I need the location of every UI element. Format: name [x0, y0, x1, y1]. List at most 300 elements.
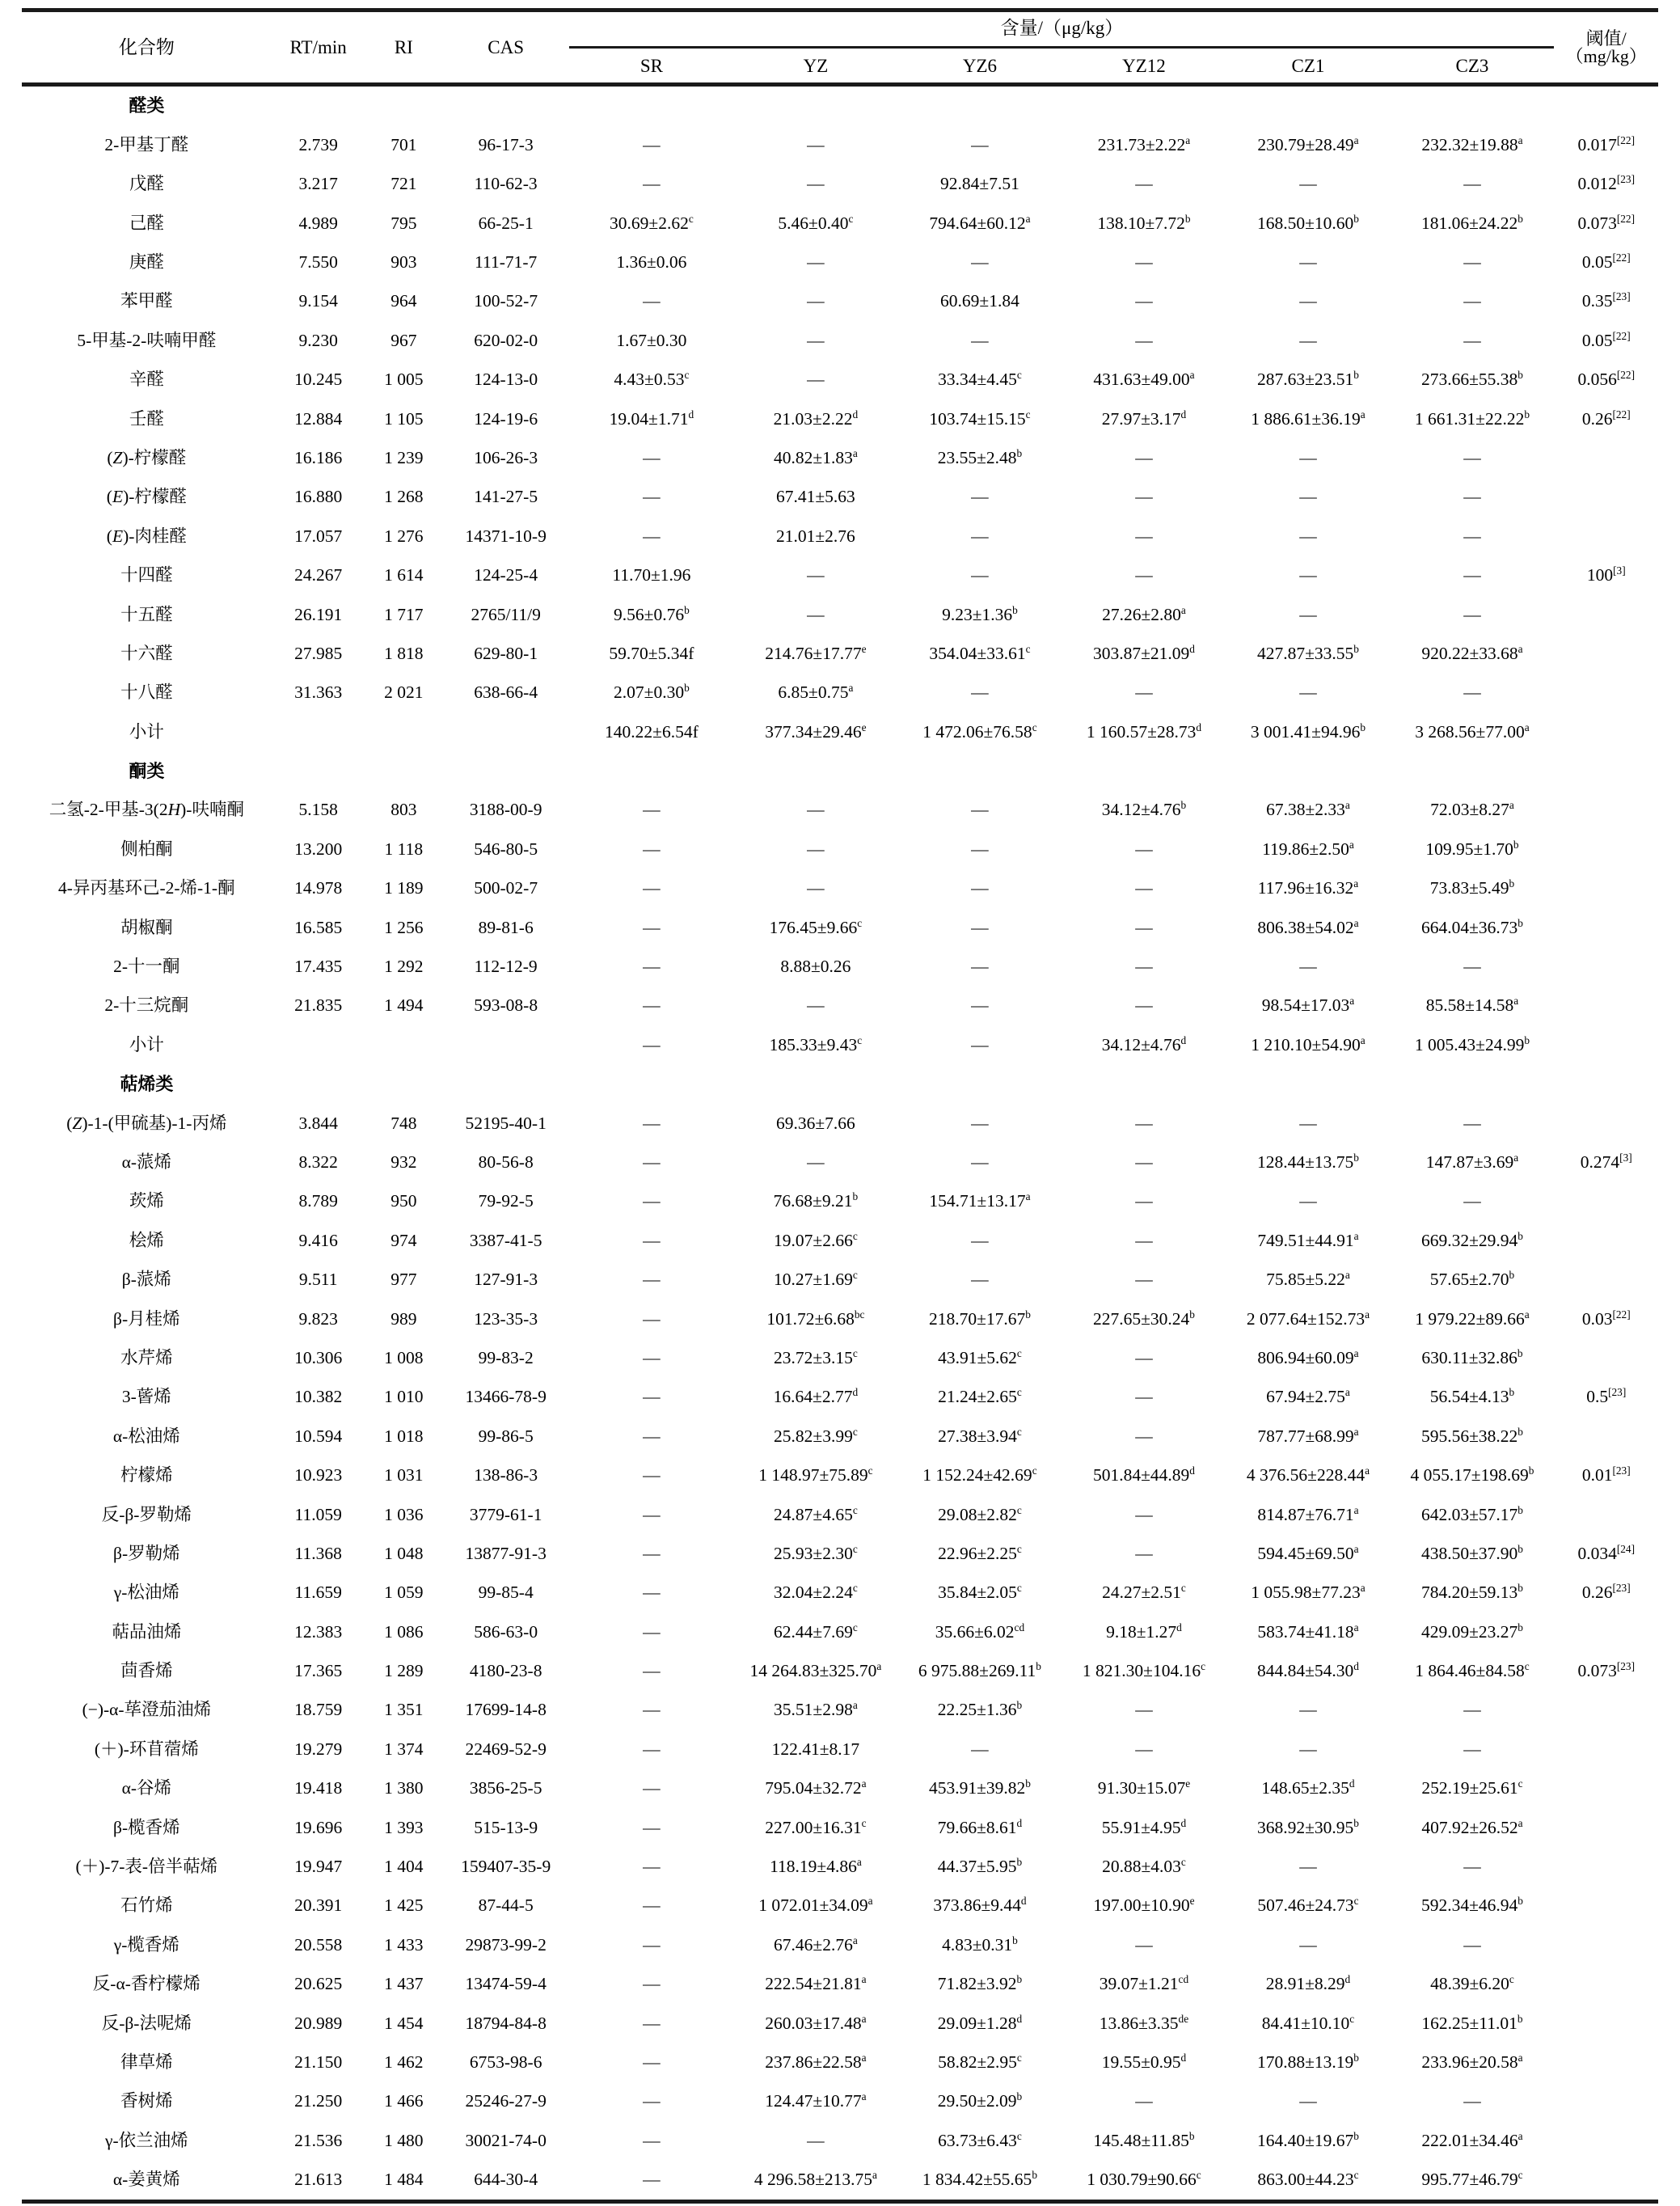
- compound-threshold: [1554, 439, 1658, 478]
- compound-cas: 123-35-3: [474, 1308, 538, 1329]
- compound-value: —: [643, 839, 661, 859]
- col-header-yz: YZ: [803, 55, 829, 76]
- compound-value: —: [807, 330, 825, 350]
- table-row: [22, 1730, 1658, 1769]
- compound-ri: 932: [390, 1152, 417, 1172]
- compound-value: 140.22±6.54f: [605, 721, 699, 742]
- table-row: [22, 908, 1658, 947]
- compound-ri: 1 036: [384, 1504, 424, 1524]
- compound-value: —: [643, 1230, 661, 1250]
- compound-cas: 620-02-0: [474, 330, 538, 350]
- compound-value: —: [643, 1113, 661, 1133]
- compound-threshold: [1554, 1182, 1658, 1221]
- table-row: [22, 948, 1658, 987]
- compound-value: 4 055.17±198.69$^b$: [1410, 1464, 1534, 1485]
- col-header-sr: SR: [639, 55, 663, 76]
- compound-cas: 124-13-0: [474, 370, 538, 390]
- compound-value: 431.63±49.00$^a$: [1093, 369, 1195, 390]
- group-cas: [442, 1065, 569, 1104]
- compound-value: 117.96±16.32$^a$: [1257, 877, 1359, 898]
- compound-value: —: [1299, 447, 1317, 467]
- compound-rt: [272, 1025, 365, 1064]
- compound-value: —: [1135, 1152, 1153, 1172]
- compound-value: 227.65±30.24$^b$: [1092, 1308, 1195, 1329]
- compound-threshold: 100[3]: [1586, 564, 1626, 585]
- col-header-yz12: YZ12: [1122, 55, 1166, 76]
- compound-value: —: [643, 878, 661, 898]
- compound-value: 1.36±0.06: [616, 252, 687, 272]
- compound-value: 44.37±5.95$^b$: [937, 1855, 1023, 1877]
- compound-value: —: [807, 1152, 825, 1172]
- compound-value: —: [1135, 1191, 1153, 1211]
- compound-cas: 124-19-6: [474, 408, 538, 429]
- compound-value: —: [643, 1739, 661, 1759]
- group-val: [1390, 86, 1554, 125]
- compound-ri: 964: [390, 291, 417, 311]
- compound-value: —: [1135, 447, 1153, 467]
- compound-ri: 1 105: [384, 408, 424, 429]
- compound-ri: 950: [390, 1191, 417, 1211]
- compound-value: 594.45±69.50$^a$: [1257, 1542, 1359, 1563]
- table-row: [22, 1925, 1658, 1964]
- compound-value: 128.44±13.75$^b$: [1256, 1151, 1359, 1172]
- compound-rt: 19.418: [294, 1778, 343, 1798]
- compound-rt: 16.186: [294, 447, 343, 467]
- compound-value: 33.34±4.45$^c$: [938, 369, 1022, 390]
- compound-ri: 977: [390, 1270, 417, 1290]
- compound-value: 4 296.58±213.75$^a$: [753, 2168, 877, 2190]
- compound-ri: 1 494: [384, 995, 424, 1016]
- compound-value: 85.58±14.58$^a$: [1425, 995, 1519, 1016]
- compound-rt: 10.245: [294, 370, 343, 390]
- compound-value: 429.09±23.27$^b$: [1420, 1621, 1523, 1642]
- compound-value: —: [971, 957, 989, 977]
- table-row: [22, 1848, 1658, 1887]
- table-row: [22, 634, 1658, 673]
- compound-cas: 17699-14-8: [465, 1700, 547, 1720]
- compound-rt: 12.884: [294, 408, 343, 429]
- compound-rt: 17.365: [294, 1661, 343, 1681]
- compound-name: α-松油烯: [112, 1426, 180, 1446]
- compound-value: —: [971, 252, 989, 272]
- compound-value: 34.12±4.76$^b$: [1101, 799, 1187, 820]
- compound-threshold: [1554, 1887, 1658, 1925]
- compound-rt: 17.435: [294, 957, 343, 977]
- compound-value: 214.76±17.77$^e$: [765, 642, 867, 663]
- compound-ri: 1 276: [384, 526, 424, 546]
- compound-value: 24.27±2.51$^c$: [1102, 1582, 1186, 1603]
- compound-name: 戊醛: [129, 174, 164, 194]
- compound-value: —: [1463, 252, 1481, 272]
- compound-value: —: [643, 2170, 661, 2190]
- group-label: 醛类: [129, 95, 165, 116]
- compound-value: 67.46±2.76$^a$: [774, 1933, 858, 1955]
- compound-name: 石竹烯: [120, 1895, 173, 1916]
- col-header-yz6: YZ6: [962, 55, 998, 76]
- compound-value: —: [643, 174, 661, 194]
- compound-value: 84.41±10.10$^c$: [1261, 2012, 1355, 2033]
- compound-cas: 3856-25-5: [469, 1778, 542, 1798]
- compound-value: —: [971, 487, 989, 507]
- col-header-cz3: CZ3: [1455, 55, 1489, 76]
- compound-threshold: [1554, 1417, 1658, 1456]
- compound-value: 23.55±2.48$^b$: [937, 446, 1023, 467]
- compound-value: —: [1299, 565, 1317, 585]
- compound-value: —: [1299, 330, 1317, 350]
- compound-cas: 138-86-3: [474, 1465, 538, 1485]
- compound-value: 1 661.31±22.22$^b$: [1414, 408, 1530, 429]
- compound-name: 小计: [129, 1034, 164, 1054]
- compound-value: —: [1135, 1230, 1153, 1250]
- table-body: [22, 86, 1658, 2202]
- compound-threshold: [1554, 2161, 1658, 2202]
- compound-rt: 17.057: [294, 526, 343, 546]
- compound-rt: 20.391: [294, 1895, 343, 1916]
- compound-rt: 3.844: [298, 1113, 338, 1133]
- compound-name: 律草烯: [120, 2052, 173, 2072]
- compound-ri: 903: [390, 252, 417, 272]
- compound-value: —: [643, 1700, 661, 1720]
- compound-threshold: [1554, 830, 1658, 868]
- compound-value: 185.33±9.43$^c$: [769, 1033, 863, 1054]
- col-header-compound: 化合物: [118, 37, 175, 57]
- compound-threshold: 0.5[23]: [1586, 1386, 1627, 1407]
- compound-value: —: [1135, 683, 1153, 703]
- compound-value: 32.04±2.24$^c$: [774, 1582, 858, 1603]
- compound-value: —: [1463, 604, 1481, 624]
- compound-threshold: 0.26[23]: [1581, 1582, 1631, 1603]
- compound-value: 1 055.98±77.23$^a$: [1251, 1582, 1366, 1603]
- compound-ri: 1 614: [384, 565, 424, 585]
- compound-threshold: [1554, 1221, 1658, 1260]
- table-row: [22, 1691, 1658, 1730]
- compound-value: —: [807, 174, 825, 194]
- compound-value: 29.09±1.28$^d$: [937, 2012, 1023, 2033]
- compound-ri: 701: [390, 134, 417, 154]
- compound-value: —: [807, 800, 825, 820]
- compound-ri: 1 454: [384, 2013, 424, 2033]
- compound-value: 1 072.01±34.09$^a$: [758, 1895, 873, 1916]
- compound-value: —: [1463, 291, 1481, 311]
- compound-value: 35.51±2.98$^a$: [774, 1699, 858, 1720]
- compound-value: —: [1463, 565, 1481, 585]
- compound-rt: 31.363: [294, 683, 343, 703]
- compound-value: 27.26±2.80$^a$: [1102, 603, 1186, 624]
- compound-rt: 10.306: [294, 1347, 343, 1367]
- compound-name: α-蒎烯: [121, 1152, 172, 1172]
- compound-name: 水芹烯: [120, 1347, 173, 1367]
- compound-value: —: [1135, 1270, 1153, 1290]
- compound-ri: 1 008: [384, 1347, 424, 1367]
- compound-ri: 1 484: [384, 2170, 424, 2190]
- compound-name: 反-β-罗勒烯: [101, 1504, 192, 1524]
- compound-cas: 96-17-3: [478, 134, 534, 154]
- compound-value: —: [807, 565, 825, 585]
- compound-value: —: [971, 683, 989, 703]
- compound-value: —: [971, 839, 989, 859]
- compound-value: 669.32±29.94$^b$: [1420, 1229, 1523, 1250]
- compound-value: —: [971, 330, 989, 350]
- compound-cas: 13877-91-3: [465, 1543, 547, 1563]
- compound-value: —: [1299, 487, 1317, 507]
- compound-value: —: [1299, 1191, 1317, 1211]
- compound-threshold: [1554, 1025, 1658, 1064]
- compound-cas: 87-44-5: [478, 1895, 534, 1916]
- compound-ri: 1 351: [384, 1700, 424, 1720]
- group-val: [1062, 1065, 1226, 1104]
- compound-value: —: [643, 134, 661, 154]
- compound-threshold: [1554, 1104, 1658, 1143]
- col-header-cz1: CZ1: [1291, 55, 1325, 76]
- compound-cas: 111-71-7: [475, 252, 538, 272]
- group-val: [1062, 86, 1226, 125]
- compound-rt: 18.759: [294, 1700, 343, 1720]
- compound-name: α-姜黄烯: [112, 2170, 180, 2190]
- compound-rt: 20.558: [294, 1934, 343, 1955]
- table-row: [22, 2043, 1658, 2082]
- compound-rt: 16.585: [294, 917, 343, 937]
- compound-rt: 20.625: [294, 1974, 343, 1994]
- table-row: [22, 1182, 1658, 1221]
- table-row: [22, 321, 1658, 360]
- compound-value: —: [1299, 1857, 1317, 1877]
- compound-value: 10.27±1.69$^c$: [774, 1269, 858, 1290]
- compound-threshold: [1554, 1495, 1658, 1534]
- compound-rt: 2.739: [298, 134, 338, 154]
- compound-rt: 26.191: [294, 604, 343, 624]
- compound-value: 231.73±2.22$^a$: [1097, 133, 1191, 154]
- compound-value: 630.11±32.86$^b$: [1421, 1346, 1523, 1367]
- compound-value: 21.24±2.65$^c$: [938, 1386, 1022, 1407]
- group-val: [1226, 86, 1390, 125]
- compound-value: —: [1299, 957, 1317, 977]
- compound-value: 377.34±29.46$^e$: [765, 721, 867, 742]
- table-row: [22, 1808, 1658, 1847]
- compound-value: —: [1299, 526, 1317, 546]
- compound-value: —: [1299, 604, 1317, 624]
- compound-value: 507.46±24.73$^c$: [1257, 1895, 1359, 1916]
- compound-cas: 79-92-5: [478, 1191, 534, 1211]
- compound-ri: 1 374: [384, 1739, 424, 1759]
- compound-value: 1 864.46±84.58$^c$: [1415, 1659, 1530, 1681]
- group-val: [569, 752, 733, 791]
- compound-value: —: [971, 1034, 989, 1054]
- compound-value: —: [1463, 1700, 1481, 1720]
- compound-value: —: [1463, 957, 1481, 977]
- compound-value: —: [643, 526, 661, 546]
- compound-value: 9.18±1.27$^d$: [1106, 1621, 1182, 1642]
- compound-value: 67.38±2.33$^a$: [1266, 799, 1350, 820]
- compound-cas: 500-02-7: [474, 878, 538, 898]
- compound-value: 79.66±8.61$^d$: [937, 1816, 1023, 1837]
- compound-value: —: [1135, 1426, 1153, 1446]
- compound-value: —: [643, 1152, 661, 1172]
- compound-threshold: 0.03[22]: [1581, 1308, 1631, 1329]
- compound-value: —: [643, 917, 661, 937]
- compound-cas: 3188-00-9: [469, 800, 542, 820]
- compound-threshold: [1554, 2004, 1658, 2043]
- compound-cas: 29873-99-2: [465, 1934, 547, 1955]
- group-val: [733, 86, 897, 125]
- compound-value: 642.03±57.17$^b$: [1420, 1503, 1523, 1524]
- compound-rt: 16.880: [294, 487, 343, 507]
- compound-value: 252.19±25.61$^c$: [1421, 1777, 1523, 1798]
- compound-cas: 80-56-8: [478, 1152, 534, 1172]
- subtotal-row: [22, 1025, 1658, 1064]
- compound-value: —: [1463, 330, 1481, 350]
- compound-value: 39.07±1.21$^{cd}$: [1099, 1973, 1189, 1994]
- table-row: [22, 1456, 1658, 1495]
- table-row: [22, 1221, 1658, 1260]
- compound-cas: 629-80-1: [474, 643, 538, 663]
- table-row: [22, 2004, 1658, 2043]
- compound-value: 91.30±15.07$^e$: [1097, 1777, 1191, 1798]
- compound-value: 1.67±0.30: [616, 330, 687, 350]
- compound-value: —: [1135, 1347, 1153, 1367]
- compound-value: —: [1463, 1113, 1481, 1133]
- compound-value: —: [1463, 1191, 1481, 1211]
- compound-value: —: [1135, 1700, 1153, 1720]
- compound-value: 14 264.83±325.70$^a$: [749, 1659, 882, 1681]
- compound-value: 4.83±0.31$^b$: [942, 1933, 1018, 1955]
- compound-value: —: [1299, 1739, 1317, 1759]
- compound-rt: 19.279: [294, 1739, 343, 1759]
- compound-value: 814.87±76.71$^a$: [1257, 1503, 1359, 1524]
- compound-value: 19.55±0.95$^d$: [1101, 2051, 1187, 2072]
- compound-value: 784.20±59.13$^b$: [1420, 1582, 1523, 1603]
- compound-value: —: [1135, 1739, 1153, 1759]
- compound-rt: 12.383: [294, 1621, 343, 1642]
- compound-value: 1 160.57±28.73$^d$: [1086, 721, 1201, 742]
- compound-rt: 4.989: [298, 213, 338, 233]
- compound-value: 124.47±10.77$^a$: [765, 2090, 867, 2111]
- compound-value: 35.66±6.02$^{cd}$: [935, 1621, 1025, 1642]
- compound-cas: 52195-40-1: [465, 1113, 547, 1133]
- compound-ri: 974: [390, 1230, 417, 1250]
- table-row: [22, 478, 1658, 517]
- compound-value: 438.50±37.90$^b$: [1420, 1542, 1523, 1563]
- table-row: [22, 165, 1658, 204]
- compound-rt: 20.989: [294, 2013, 343, 2033]
- compound-rt: 10.923: [294, 1465, 343, 1485]
- compound-value: —: [643, 1426, 661, 1446]
- compound-value: —: [643, 1308, 661, 1329]
- compound-value: —: [1463, 526, 1481, 546]
- compound-value: 164.40±19.67$^b$: [1256, 2129, 1359, 2150]
- table-row: [22, 399, 1658, 438]
- compound-name: 己醛: [129, 213, 164, 233]
- table-row: [22, 204, 1658, 243]
- compound-value: 233.96±20.58$^a$: [1421, 2051, 1523, 2072]
- table-row: [22, 439, 1658, 478]
- group-val: [569, 1065, 733, 1104]
- compound-threshold: [1554, 478, 1658, 517]
- compound-value: 273.66±55.38$^b$: [1420, 369, 1523, 390]
- compound-value: 162.25±11.01$^b$: [1421, 2012, 1523, 2033]
- compound-ri: 1 010: [384, 1387, 424, 1407]
- compound-threshold: [1554, 791, 1658, 830]
- threshold-label-line1: 阈值/: [1585, 27, 1627, 49]
- compound-value: —: [1463, 1739, 1481, 1759]
- table-row: [22, 2121, 1658, 2160]
- compound-rt: 11.059: [294, 1504, 342, 1524]
- compound-value: 9.23±1.36$^b$: [942, 603, 1018, 624]
- compound-value: 237.86±22.58$^a$: [765, 2051, 867, 2072]
- compound-name: 反-β-法呢烯: [101, 2013, 192, 2033]
- compound-value: —: [1135, 1387, 1153, 1407]
- compound-value: 1 834.42±55.65$^b$: [922, 2168, 1037, 2190]
- table-row: [22, 1574, 1658, 1612]
- compound-ri: 1 818: [384, 643, 424, 663]
- compound-value: 23.72±3.15$^c$: [774, 1346, 858, 1367]
- compound-threshold: [1554, 674, 1658, 712]
- compound-name: 十五醛: [120, 604, 173, 624]
- compound-value: 181.06±24.22$^b$: [1420, 212, 1523, 233]
- header-row-group: [22, 12, 1658, 48]
- compound-value: —: [971, 800, 989, 820]
- table-row: [22, 361, 1658, 399]
- compound-value: 8.88±0.26: [780, 957, 851, 977]
- compound-threshold: [1554, 2043, 1658, 2082]
- compound-value: 2.07±0.30$^b$: [614, 682, 690, 703]
- compound-rt: 5.158: [298, 800, 338, 820]
- compound-value: 48.39±6.20$^c$: [1430, 1973, 1514, 1994]
- table-row: [22, 1769, 1658, 1808]
- compound-threshold: [1554, 634, 1658, 673]
- compound-value: —: [1135, 839, 1153, 859]
- subtotal-row: [22, 712, 1658, 751]
- compound-name: (E)-肉桂醛: [106, 526, 187, 546]
- compound-cas: 66-25-1: [478, 213, 534, 233]
- table-row: [22, 1612, 1658, 1651]
- compound-value: 58.82±2.95$^c$: [938, 2051, 1022, 2072]
- compound-name: 2-十三烷酮: [104, 995, 189, 1016]
- compound-value: 19.07±2.66$^c$: [774, 1229, 858, 1250]
- compound-value: 354.04±33.61$^c$: [929, 642, 1031, 663]
- compound-value: 4 376.56±228.44$^a$: [1246, 1464, 1370, 1485]
- compound-value: 67.41±5.63: [776, 487, 855, 507]
- compound-rt: 8.322: [298, 1152, 338, 1172]
- compound-value: 1 821.30±104.16$^c$: [1082, 1659, 1205, 1681]
- compound-value: 56.54±4.13$^b$: [1429, 1386, 1515, 1407]
- compound-threshold: [1554, 1730, 1658, 1769]
- compound-cas: 99-85-4: [478, 1583, 534, 1603]
- compound-ri: 1 380: [384, 1778, 424, 1798]
- compound-ri: 2 021: [384, 683, 424, 703]
- compound-value: —: [643, 2013, 661, 2033]
- group-ri: [365, 86, 442, 125]
- compound-value: —: [971, 134, 989, 154]
- compound-value: 16.64±2.77$^d$: [773, 1386, 859, 1407]
- compound-value: 59.70±5.34f: [609, 643, 694, 663]
- compound-name: β-榄香烯: [113, 1817, 180, 1837]
- compound-value: —: [643, 1778, 661, 1798]
- compound-value: —: [807, 878, 825, 898]
- compound-value: 13.86±3.35de: [1099, 2012, 1189, 2033]
- compound-value: —: [1135, 1504, 1153, 1524]
- compound-value: 795.04±32.72$^a$: [765, 1777, 867, 1798]
- group-val: [897, 86, 1062, 125]
- compound-value: 1 472.06±76.58$^c$: [922, 721, 1037, 742]
- compound-value: —: [807, 604, 825, 624]
- compound-rt: 14.978: [294, 878, 343, 898]
- compound-value: —: [643, 1504, 661, 1524]
- compound-value: 92.84±7.51: [940, 174, 1019, 194]
- compound-threshold: [1554, 2082, 1658, 2121]
- compound-value: 109.95±1.70$^b$: [1425, 838, 1519, 859]
- compound-name: 2-甲基丁醛: [104, 134, 189, 154]
- compound-value: 67.94±2.75$^a$: [1266, 1386, 1350, 1407]
